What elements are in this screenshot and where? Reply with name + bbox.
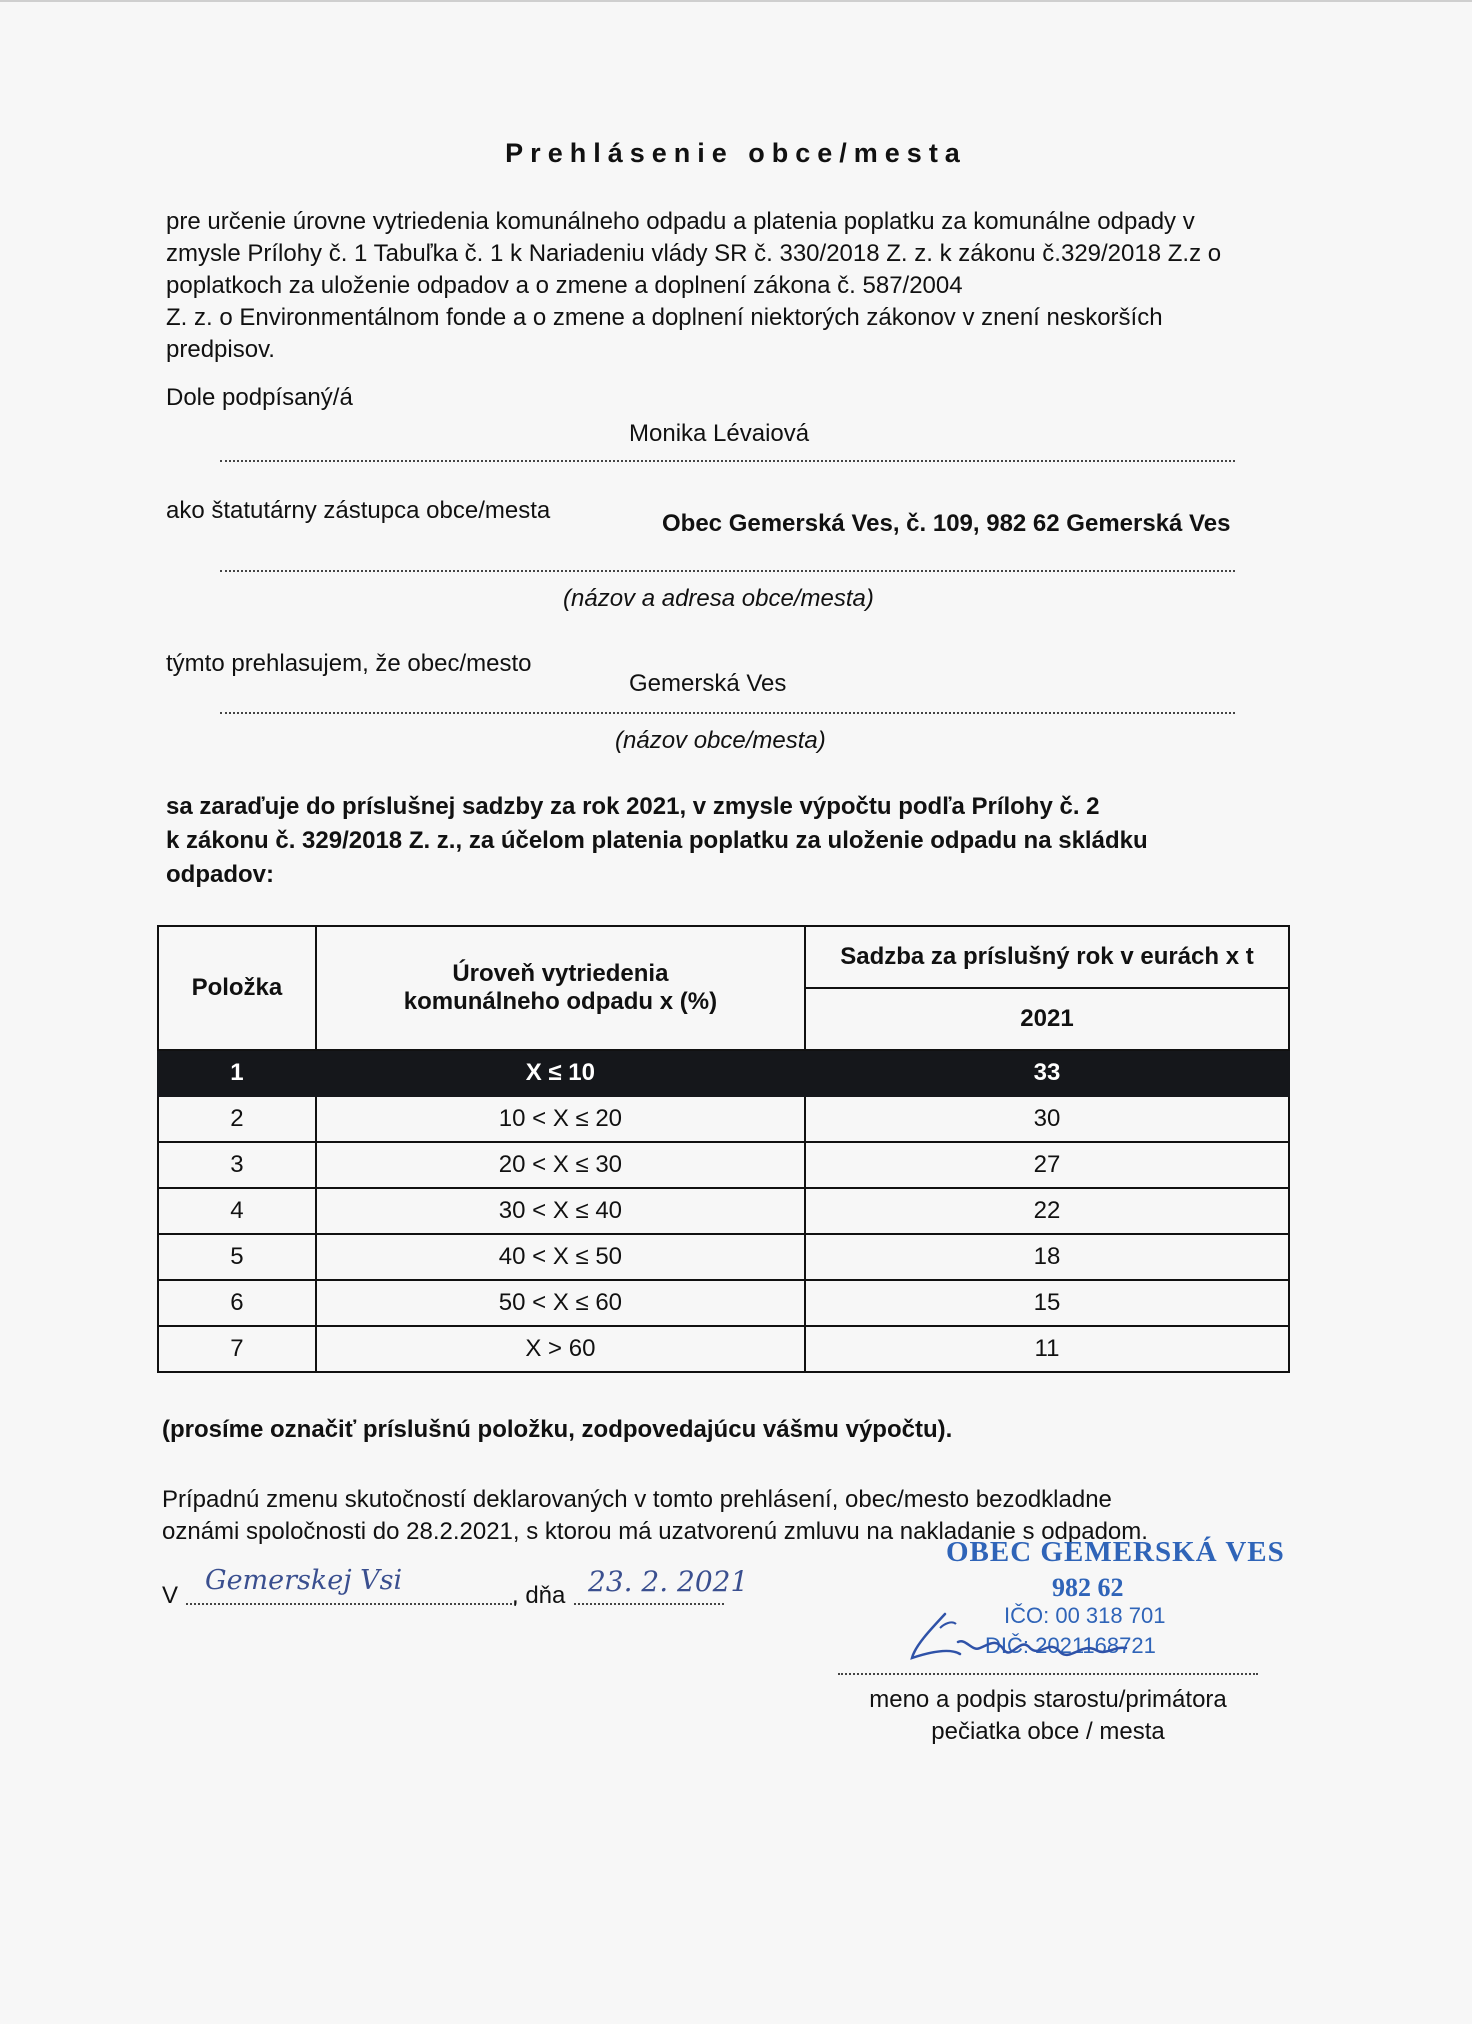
header-level-line1: Úroveň vytriedenia [452, 960, 669, 987]
declaration-label: týmto prehlasujem, že obec/mesto [166, 650, 532, 677]
signature-dotted-line [838, 1673, 1258, 1675]
table-row[interactable] [158, 1280, 1289, 1326]
classification-line: sa zaraďuje do príslušnej sadzby za rok 2021, v zmysle výpočtu podľa Prílohy č. 2 [166, 793, 1100, 820]
change-line: Prípadnú zmenu skutočností deklarovaných v tomto prehlásení, obec/mesto bezodkladne [162, 1486, 1112, 1513]
cell-range: X > 60 [316, 1326, 805, 1372]
signature-mark [900, 1608, 1200, 1668]
cell-range: 40 < X ≤ 50 [316, 1234, 805, 1280]
date-label: , dňa [512, 1582, 566, 1609]
intro-line: poplatkoch za uloženie odpadov a o zmene a doplnení zákona č. 587/2004 [166, 272, 963, 299]
cell-item: 2 [158, 1096, 316, 1142]
classification-paragraph [166, 790, 1286, 892]
header-item: Položka [158, 926, 316, 1050]
place-handwritten: Gemerskej Vsi [205, 1565, 403, 1596]
table-row[interactable] [158, 1050, 1289, 1096]
signature-caption-line: pečiatka obce / mesta [931, 1718, 1165, 1745]
intro-paragraph [166, 206, 1296, 366]
cell-rate: 30 [805, 1096, 1289, 1142]
cell-range: 10 < X ≤ 20 [316, 1096, 805, 1142]
document-title: Prehlásenie obce/mesta [505, 138, 967, 168]
stamp-municipality: OBEC GEMERSKÁ VES [946, 1536, 1285, 1568]
table-row[interactable] [158, 1234, 1289, 1280]
representative-dotted-line [220, 570, 1235, 572]
cell-rate: 18 [805, 1234, 1289, 1280]
date-handwritten: 23. 2. 2021 [588, 1565, 749, 1598]
signature-caption [838, 1684, 1258, 1748]
cell-item: 6 [158, 1280, 316, 1326]
declaration-value: Gemerská Ves [629, 670, 787, 697]
cell-range: X ≤ 10 [316, 1050, 805, 1096]
cell-rate: 15 [805, 1280, 1289, 1326]
header-year: 2021 [805, 988, 1289, 1050]
cell-rate: 27 [805, 1142, 1289, 1188]
header-level-line2: komunálneho odpadu x (%) [403, 988, 718, 1015]
cell-item: 1 [158, 1050, 316, 1096]
declaration-caption: (názov obce/mesta) [615, 727, 826, 754]
intro-line: Z. z. o Environmentálnom fonde a o zmene a doplnení niektorých zákonov v znení neskorších [166, 304, 1163, 331]
cell-item: 7 [158, 1326, 316, 1372]
signatory-name: Monika Lévaiová [629, 420, 810, 447]
signatory-label: Dole podpísaný/á [166, 384, 353, 411]
header-rate: Sadzba za príslušný rok v eurách x t [805, 926, 1289, 988]
intro-line: zmysle Prílohy č. 1 Tabuľka č. 1 k Nariadeniu vlády SR č. 330/2018 Z. z. k zákonu č.329/2018 Z.z o [166, 240, 1222, 267]
place-label: V [162, 1582, 179, 1609]
cell-range: 50 < X ≤ 60 [316, 1280, 805, 1326]
representative-label: ako štatutárny zástupca obce/mesta [166, 497, 551, 524]
cell-item: 4 [158, 1188, 316, 1234]
table-row[interactable] [158, 1142, 1289, 1188]
cell-range: 30 < X ≤ 40 [316, 1188, 805, 1234]
change-line: oznámi spoločnosti do 28.2.2021, s ktorou má uzatvorenú zmluvu na nakladanie s odpadom. [162, 1518, 1148, 1545]
cell-item: 3 [158, 1142, 316, 1188]
table-row[interactable] [158, 1188, 1289, 1234]
cell-item: 5 [158, 1234, 316, 1280]
stamp-dic: DIČ: 2021168721 [985, 1633, 1156, 1658]
representative-caption: (názov a adresa obce/mesta) [563, 585, 874, 612]
cell-range: 20 < X ≤ 30 [316, 1142, 805, 1188]
signature-caption-line: meno a podpis starostu/primátora [869, 1686, 1227, 1713]
cell-rate: 33 [805, 1050, 1289, 1096]
header-level [316, 926, 805, 1050]
classification-line: odpadov: [166, 861, 274, 888]
intro-line: pre určenie úrovne vytriedenia komunálneho odpadu a platenia poplatku za komunálne odpady v [166, 208, 1195, 235]
declaration-dotted-line [220, 712, 1235, 714]
rate-table [157, 925, 1290, 1373]
table-row[interactable] [158, 1326, 1289, 1372]
classification-line: k zákonu č. 329/2018 Z. z., za účelom platenia poplatku za uloženie odpadu na skládku [166, 827, 1148, 854]
cell-rate: 22 [805, 1188, 1289, 1234]
cell-rate: 11 [805, 1326, 1289, 1372]
signatory-dotted-line [220, 460, 1235, 462]
selection-note: (prosíme označiť príslušnú položku, zodpovedajúcu vášmu výpočtu). [162, 1416, 953, 1443]
representative-value: Obec Gemerská Ves, č. 109, 982 62 Gemerská Ves [662, 510, 1231, 537]
stamp-ico: IČO: 00 318 701 [1004, 1603, 1166, 1628]
date-dotted-line [574, 1603, 724, 1605]
table-row[interactable] [158, 1096, 1289, 1142]
scan-edge-line [0, 0, 1472, 2]
stamp-postcode: 982 62 [1052, 1573, 1124, 1602]
intro-line: predpisov. [166, 336, 275, 363]
table-header-row [158, 926, 1289, 988]
place-dotted-line [186, 1603, 516, 1605]
